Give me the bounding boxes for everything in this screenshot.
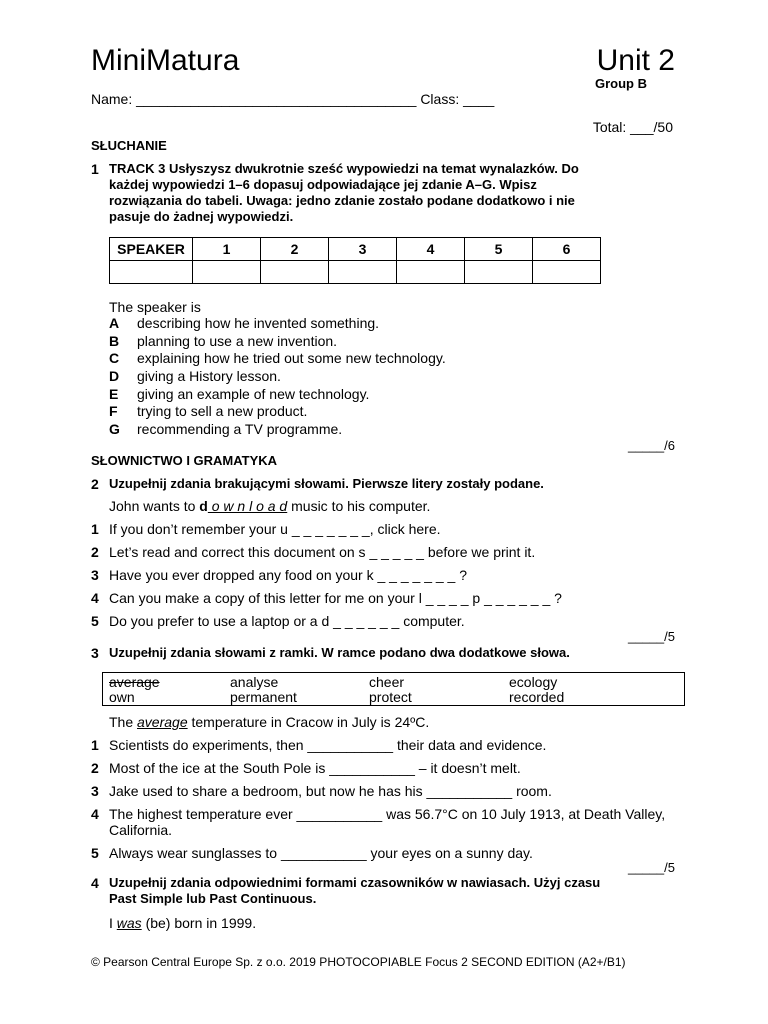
table-header-cell: 4 — [397, 238, 465, 261]
section-heading-listening: SŁUCHANIE — [91, 138, 167, 153]
instruction-line: rozwiązania do tabeli. Uwaga: jedno zdanie zostało podane dodatkowo i nie — [109, 193, 575, 208]
word-box-item: permanent — [230, 689, 297, 705]
word-box-item: cheer — [369, 674, 405, 690]
item-number: 1 — [91, 737, 99, 753]
task2-item: Have you ever dropped any food on your k _ _ _ _ _ _ _ ? — [109, 567, 468, 583]
answer-cell — [110, 261, 193, 284]
unit-label: Unit 2 — [596, 44, 675, 77]
answer-cell[interactable] — [193, 261, 261, 284]
task4-instruction — [109, 875, 600, 907]
answer-cell[interactable] — [329, 261, 397, 284]
table-answer-row — [110, 261, 601, 284]
item-line: The highest temperature ever ___________ was 56.7°C on 10 July 1913, at Death Valley, — [109, 806, 666, 822]
option-item: F trying to sell a new product. — [109, 403, 308, 419]
word-box-item: recorded — [509, 689, 565, 705]
task2-item: Do you prefer to use a laptop or a d _ _ _ _ _ _ computer. — [109, 613, 465, 629]
table-header-row — [110, 238, 601, 261]
task3-score: _____/5 — [628, 860, 675, 875]
table-header-cell: 1 — [193, 238, 261, 261]
option-item: G recommending a TV programme. — [109, 421, 343, 437]
task3-instruction: Uzupełnij zdania słowami z ramki. W ramce podano dwa dodatkowe słowa. — [109, 645, 570, 660]
word-box — [102, 672, 685, 706]
task4-example: I was (be) born in 1999. — [109, 915, 257, 931]
task-number: 4 — [91, 875, 99, 891]
answer-cell[interactable] — [261, 261, 329, 284]
task-number: 1 — [91, 161, 99, 177]
item-number: 2 — [91, 760, 99, 776]
item-number: 3 — [91, 567, 99, 583]
answer-cell[interactable] — [533, 261, 601, 284]
task-number: 2 — [91, 476, 99, 492]
item-number: 1 — [91, 521, 99, 537]
task3-item: Most of the ice at the South Pole is ___________ – it doesn’t melt. — [109, 760, 521, 776]
table-header-cell: 5 — [465, 238, 533, 261]
word-box-item: protect — [369, 689, 412, 705]
answer-cell[interactable] — [465, 261, 533, 284]
task-number: 3 — [91, 645, 99, 661]
instruction-line: pasuje do żadnej wypowiedzi. — [109, 209, 294, 224]
task2-instruction: Uzupełnij zdania brakującymi słowami. Pierwsze litery zostały podane. — [109, 476, 544, 491]
task3-item: Scientists do experiments, then ___________ their data and evidence. — [109, 737, 547, 753]
instruction-line: TRACK 3 Usłyszysz dwukrotnie sześć wypowiedzi na temat wynalazków. Do — [109, 161, 579, 176]
word-box-item: ecology — [509, 674, 558, 690]
item-number: 2 — [91, 544, 99, 560]
option-item: C explaining how he tried out some new technology. — [109, 350, 446, 366]
instruction-line: każdej wypowiedzi 1–6 dopasuj odpowiadające jej zdanie A–G. Wpisz — [109, 177, 537, 192]
footer-copyright: © Pearson Central Europe Sp. z o.o. 2019 PHOTOCOPIABLE Focus 2 SECOND EDITION (A2+/B1) — [91, 955, 626, 969]
item-line: California. — [109, 822, 173, 838]
option-item: B planning to use a new invention. — [109, 333, 338, 349]
option-item: A describing how he invented something. — [109, 315, 380, 331]
task2-example: John wants to d o w n l o a d music to his computer. — [109, 498, 431, 514]
task2-item: Let’s read and correct this document on s _ _ _ _ _ before we print it. — [109, 544, 536, 560]
task2-item: Can you make a copy of this letter for me on your l _ _ _ _ p _ _ _ _ _ _ ? — [109, 590, 562, 606]
word-box-item: average — [109, 674, 160, 690]
item-number: 5 — [91, 613, 99, 629]
word-box-item: own — [109, 689, 135, 705]
table-header-cell: SPEAKER — [110, 238, 193, 261]
name-class-line: Name: ____________________________________ Class: ____ — [91, 91, 495, 107]
item-number: 4 — [91, 806, 99, 822]
table-header-cell: 2 — [261, 238, 329, 261]
instruction-line: Uzupełnij zdania odpowiednimi formami czasowników w nawiasach. Użyj czasu — [109, 875, 601, 890]
page-title: MiniMatura — [91, 44, 240, 77]
task1-stem: The speaker is — [109, 299, 201, 315]
table-header-cell: 6 — [533, 238, 601, 261]
item-number: 5 — [91, 845, 99, 861]
task3-example: The average temperature in Cracow in July is 24ºC. — [109, 714, 430, 730]
answer-table — [109, 237, 601, 284]
item-number: 3 — [91, 783, 99, 799]
task2-score: _____/5 — [628, 629, 675, 644]
item-number: 4 — [91, 590, 99, 606]
table-header-cell: 3 — [329, 238, 397, 261]
word-box-item: analyse — [230, 674, 279, 690]
section-heading-vocab: SŁOWNICTWO I GRAMATYKA — [91, 453, 278, 468]
task3-item: Jake used to share a bedroom, but now he has his ___________ room. — [109, 783, 552, 799]
total-score: Total: ___/50 — [592, 119, 673, 135]
answer-cell[interactable] — [397, 261, 465, 284]
task3-item: Always wear sunglasses to ___________ your eyes on a sunny day. — [109, 845, 533, 861]
task1-score: _____/6 — [628, 438, 675, 453]
group-label: Group B — [595, 76, 647, 91]
option-item: D giving a History lesson. — [109, 368, 281, 384]
task1-instruction — [109, 161, 579, 225]
option-item: E giving an example of new technology. — [109, 386, 370, 402]
task3-item — [109, 806, 665, 838]
task2-item: If you don’t remember your u _ _ _ _ _ _ _, click here. — [109, 521, 441, 537]
instruction-line: Past Simple lub Past Continuous. — [109, 891, 317, 906]
